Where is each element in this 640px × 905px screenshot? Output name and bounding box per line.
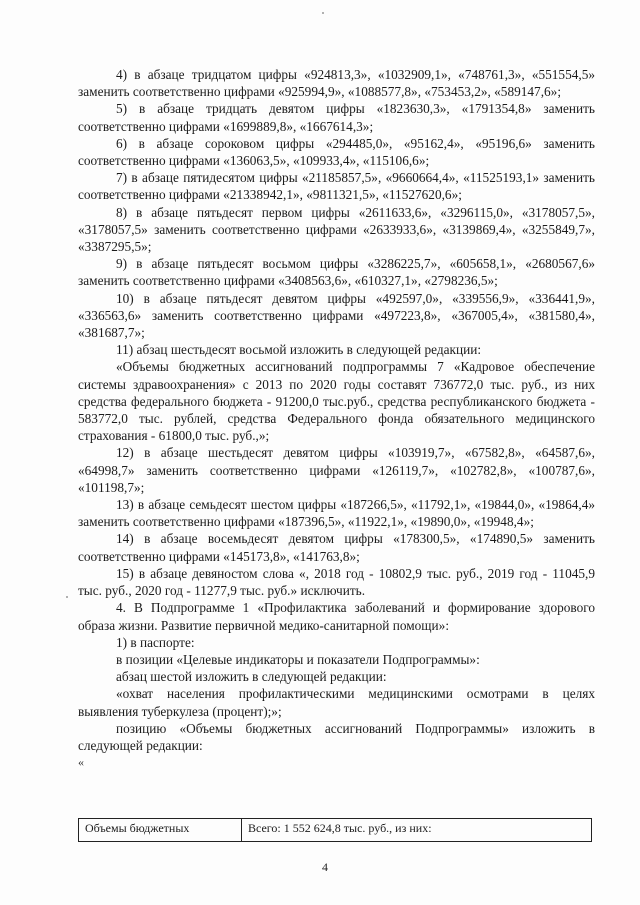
paragraph-item-8: 8) в абзаце пятьдесят первом цифры «2611633,6», «3296115,0», «3178057,5», «3178057,5» заменить соответственно цифрами «2633933,6», «3139869,4», «3255849,7», «3387295,5»; [78,204,595,255]
scan-speck [322,12,324,14]
paragraph-item-12: 12) в абзаце шестьдесят девятом цифры «103919,7», «67582,8», «64587,6», «64998,7» заменить соответственно цифрами «126119,7», «102782,8», «100787,6», «101198,7»; [78,445,595,495]
paragraph-budget-position: позицию «Объемы бюджетных ассигнований Подпрограммы» изложить в следующей редакции: [78,720,595,753]
paragraph-quoted-coverage: «охват населения профилактическими медицинскими осмотрами в целях выявления туберкулеза (процент);»; [78,686,595,719]
open-quote-mark: « [78,755,84,770]
paragraph-item-10: 10) в абзаце пятьдесят девятом цифры «492597,0», «339556,9», «336441,9», «336563,6» заменить соответственно цифрами «497223,8», «367005,4», «381580,4», «381687,7»; [78,290,595,341]
paragraph-item-5: 5) в абзаце тридцать девятом цифры «1823630,3», «1791354,8» заменить соответственно цифрами «1699889,8», «1667614,3»; [78,101,595,134]
scan-speck [66,596,68,598]
paragraph-item-11: 11) абзац шестьдесят восьмой изложить в следующей редакции: [116,342,482,358]
paragraph-section-4: 4. В Подпрограмме 1 «Профилактика заболеваний и формирование здорового образа жизни. Развитие первичной медико-санитарной помощи»: [78,600,595,633]
document-body [78,66,595,770]
budget-table [78,818,592,842]
paragraph-item-6: 6) в абзаце сороковом цифры «294485,0», «95162,4», «95196,6» заменить соответственно цифрами «136063,5», «109933,4», «115106,6»; [78,135,595,169]
paragraph-sixth-abzac: абзац шестой изложить в следующей редакции: [116,669,387,685]
paragraph-item-13: 13) в абзаце семьдесят шестом цифры «187266,5», «11792,1», «19844,0», «19864,4» заменить соответственно цифрами «187396,5», «11922,1», «19890,0», «19948,4»; [78,497,595,530]
paragraph-item-4: 4) в абзаце тридцатом цифры «924813,3», «1032909,1», «748761,3», «551554,5» заменить соответственно цифрами «925994,9», «1088577,8», «753453,2», «589147,6»; [78,67,595,100]
paragraph-target-indicators: в позиции «Целевые индикаторы и показатели Подпрограммы»: [116,651,480,667]
paragraph-item-14: 14) в абзаце восемьдесят девятом цифры «178300,5», «174890,5» заменить соответственно цифрами «145173,8», «141763,8»; [78,531,595,564]
table-cell-value: Всего: 1 552 624,8 тыс. руб., из них: [242,819,592,842]
paragraph-item-7: 7) в абзаце пятидесятом цифры «21185857,5», «9660664,4», «11525193,1» заменить соответственно цифрами «21338942,1», «9811321,5», «11527620,6»; [78,170,595,203]
table-cell-label: Объемы бюджетных [79,819,242,842]
paragraph-item-15: 15) в абзаце девяностом слова «, 2018 год - 10802,9 тыс. руб., 2019 год - 11045,9 тыс. руб., 2020 год - 11277,9 тыс. руб.» исключить. [78,565,595,599]
page-number: 4 [322,860,328,874]
paragraph-passport: 1) в паспорте: [116,634,195,650]
table-row [79,819,592,842]
paragraph-quoted-budget: «Объемы бюджетных ассигнований подпрограммы 7 «Кадровое обеспечение системы здравоохранения» с 2013 по 2020 годы составят 736772,0 тыс. руб., из них средства федерального бюджета - 91200,0 тыс.руб., средства республиканского бюджета - 583772,0 тыс. рублей, средства Федерального фонда обязательного медицинского страхования - 61800,0 тыс. руб.,»; [78,359,595,444]
paragraph-item-9: 9) в абзаце пятьдесят восьмом цифры «3286225,7», «605658,1», «2680567,6» заменить соответственно цифрами «3408563,6», «610327,1», «2798236,5»; [78,256,595,289]
